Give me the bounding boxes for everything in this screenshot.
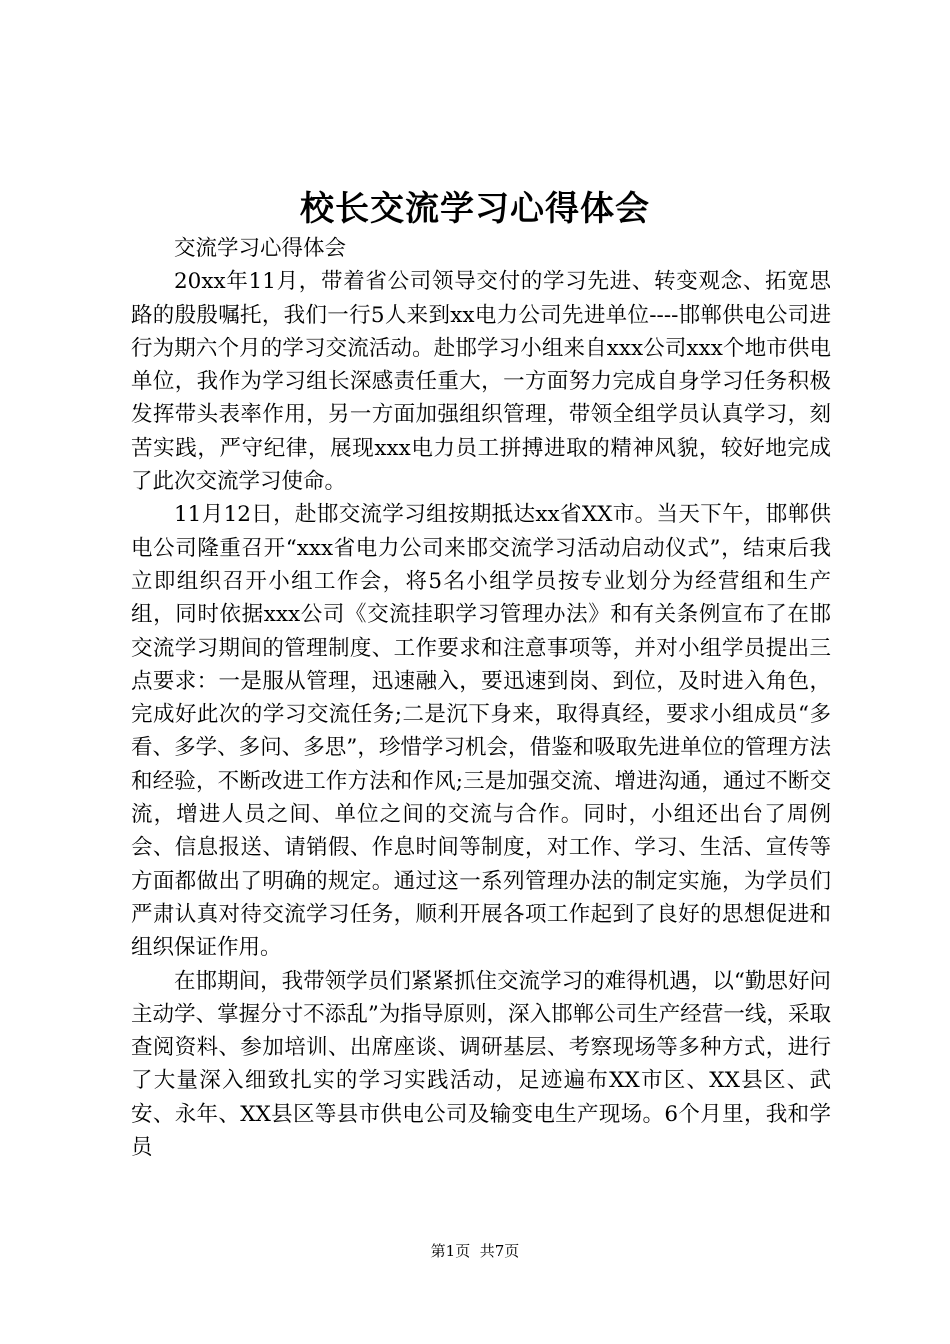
- document-body: [131, 232, 831, 1164]
- paragraph: 在邯期间，我带领学员们紧紧抓住交流学习的难得机遇，以“勤思好问主动学、掌握分寸不添乱”为指导原则，深入邯郸公司生产经营一线，采取查阅资料、参加培训、出席座谈、调研基层、考察现场等多种方式，进行了大量深入细致扎实的学习实践活动，足迹遍布XX市区、XX县区、武安、永年、XX县区等县市供电公司及输变电生产现场。6个月里，我和学员: [131, 968, 831, 1161]
- page-footer: [0, 1240, 950, 1262]
- paragraph: 20xx年11月，带着省公司领导交付的学习先进、转变观念、拓宽思路的殷殷嘱托，我们一行5人来到xx电力公司先进单位----邯郸供电公司进行为期六个月的学习交流活动。赴邯学习小组来自xxx公司xxx个地市供电单位，我作为学习组长深感责任重大，一方面努力完成自身学习任务积极发挥带头表率作用，另一方面加强组织管理，带领全组学员认真学习，刻苦实践，严守纪律，展现xxx电力员工拼搏进取的精神风貌，较好地完成了此次交流学习使命。: [131, 269, 831, 495]
- page-number: 第1页: [430, 1242, 471, 1260]
- paragraph-subtitle: 交流学习心得体会: [174, 236, 347, 261]
- paragraph: 11月12日，赴邯交流学习组按期抵达xx省XX市。当天下午，邯郸供电公司隆重召开“xxx省电力公司来邯交流学习活动启动仪式”，结束后我立即组织召开小组工作会，将5名小组学员按专业划分为经营组和生产组，同时依据xxx公司《交流挂职学习管理办法》和有关条例宣布了在邯交流学习期间的管理制度、工作要求和注意事项等，并对小组学员提出三点要求：一是服从管理，迅速融入，要迅速到岗、到位，及时进入角色，完成好此次的学习交流任务;二是沉下身来，取得真经，要求小组成员“多看、多学、多问、多思”，珍惜学习机会，借鉴和吸取先进单位的管理方法和经验，不断改进工作方法和作风;三是加强交流、增进沟通，通过不断交流，增进人员之间、单位之间的交流与合作。同时，小组还出台了周例会、信息报送、请销假、作息时间等制度，对工作、学习、生活、宣传等方面都做出了明确的规定。通过这一系列管理办法的制定实施，为学员们严肃认真对待交流学习任务，顺利开展各项工作起到了良好的思想促进和组织保证作用。: [131, 502, 831, 961]
- page-total: 共7页: [479, 1242, 520, 1260]
- document-title: 校长交流学习心得体会: [300, 189, 650, 229]
